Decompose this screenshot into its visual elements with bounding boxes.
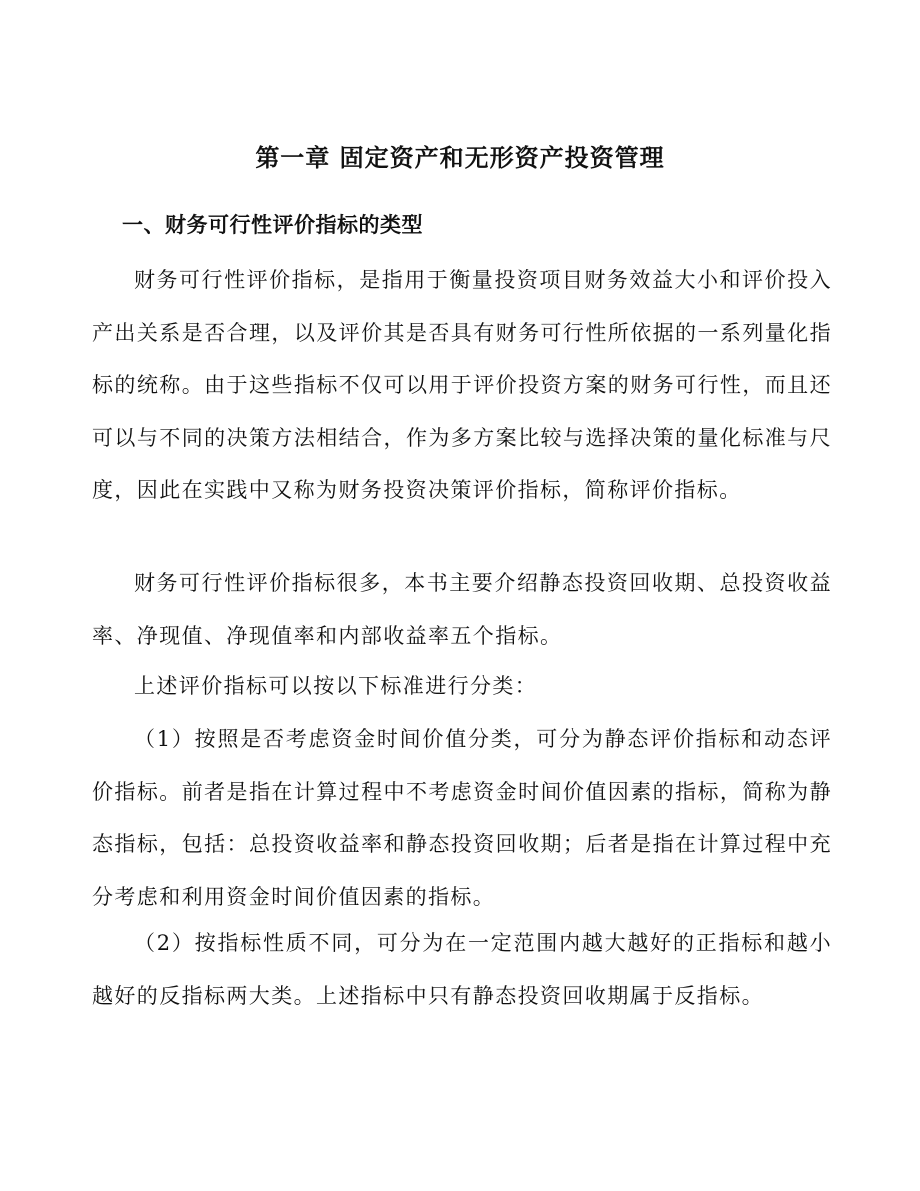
paragraph-classification-intro: 上述评价指标可以按以下标准进行分类：: [134, 674, 538, 698]
paragraph-classification-1: （1）按照是否考虑资金时间价值分类，可分为静态评价指标和动态评价指标。前者是指在计算过程中不考虑资金时间价值因素的指标，简称为静态指标，包括：总投资收益率和静态投资回收期；后者是指在计算过程中充分考虑和利用资金时间价值因素的指标。: [92, 727, 832, 909]
section-heading: 一、财务可行性评价指标的类型: [122, 213, 423, 237]
paragraph-indicator-list: 财务可行性评价指标很多，本书主要介绍静态投资回收期、总投资收益率、净现值、净现值率和内部收益率五个指标。: [92, 571, 832, 648]
paragraph-definition: 财务可行性评价指标，是指用于衡量投资项目财务效益大小和评价投入产出关系是否合理，以及评价其是否具有财务可行性所依据的一系列量化指标的统称。由于这些指标不仅可以用于评价投资方案的财务可行性，而且还可以与不同的决策方法相结合，作为多方案比较与选择决策的量化标准与尺度，因此在实践中又称为财务投资决策评价指标，简称评价指标。: [92, 268, 832, 502]
paragraph-classification-2: （2）按指标性质不同，可分为在一定范围内越大越好的正指标和越小越好的反指标两大类。上述指标中只有静态投资回收期属于反指标。: [92, 931, 832, 1008]
chapter-title: 第一章 固定资产和无形资产投资管理: [255, 144, 665, 172]
